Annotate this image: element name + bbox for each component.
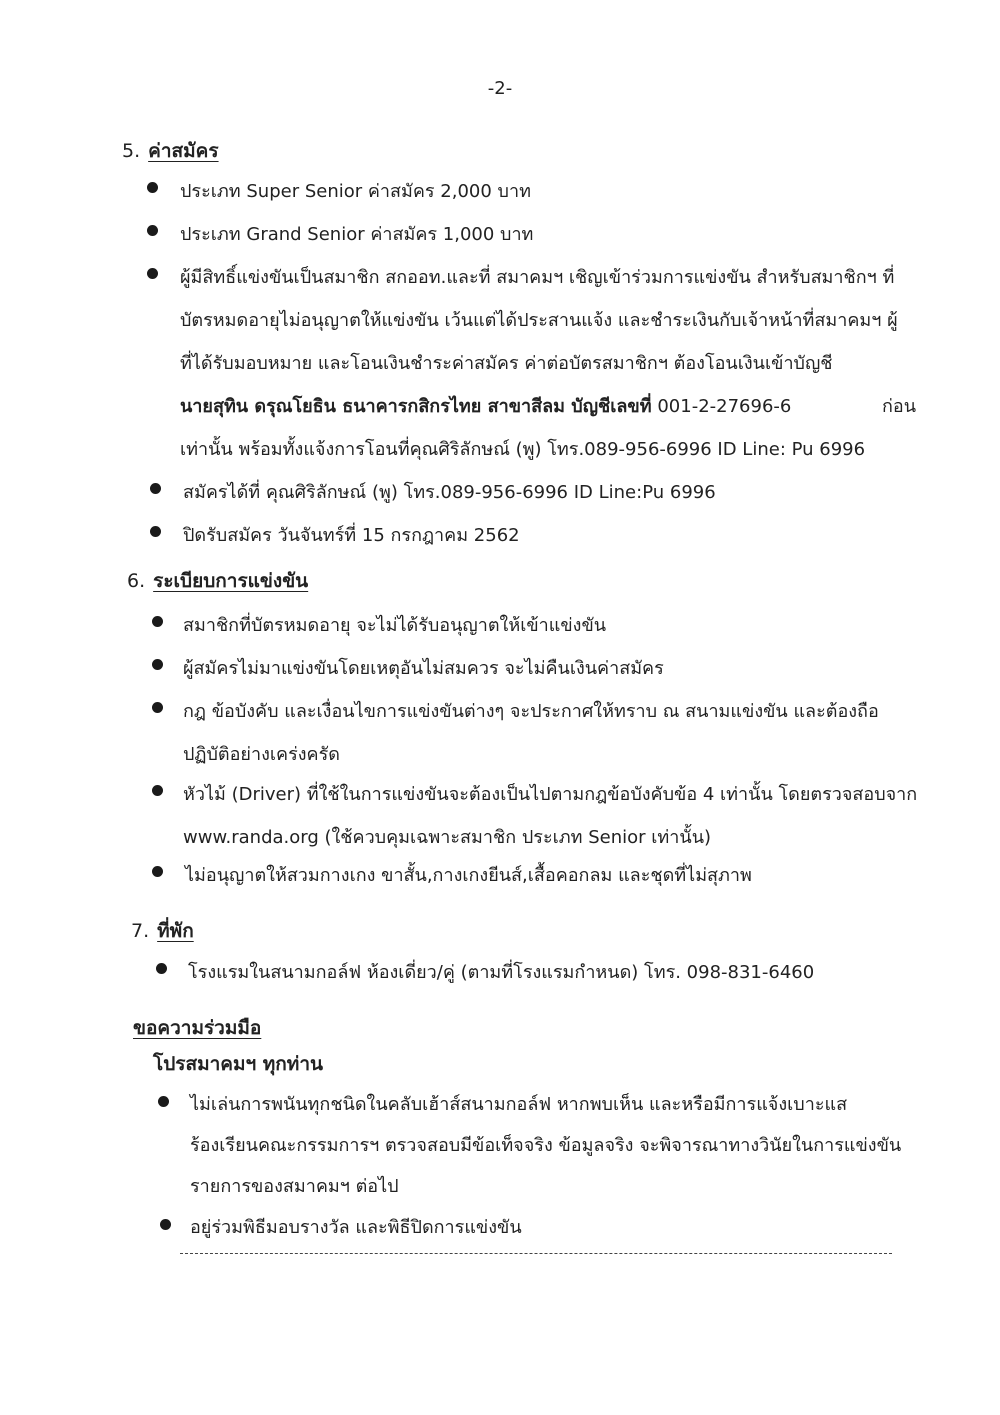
register-contact: สมัครได้ที่ คุณศิริลักษณ์ (พู) โทร.089-956-6996 ID Line:Pu 6996 xyxy=(183,482,716,503)
bullet-icon xyxy=(156,963,167,974)
bank-account-line xyxy=(180,391,916,420)
section-7-number: 7. xyxy=(131,920,150,942)
rule-expired-card: สมาชิกที่บัตรหมดอายุ จะไม่ได้รับอนุญาตให้เข้าแข่งขัน xyxy=(183,615,607,636)
bullet-icon xyxy=(152,616,163,627)
no-gambling-line-2: ร้องเรียนคณะกรรมการฯ ตรวจสอบมีข้อเท็จจริง ข้อมูลจริง จะพิจารณาทางวินัยในการแข่งขัน xyxy=(190,1135,902,1156)
eligibility-line-2: บัตรหมดอายุไม่อนุญาตให้แข่งขัน เว้นแต่ได้ประสานแจ้ง และชำระเงินกับเจ้าหน้าที่สมาคมฯ ผู้ xyxy=(180,310,898,331)
section-7-heading xyxy=(131,916,194,946)
bullet-icon xyxy=(150,483,161,494)
rule-no-refund: ผู้สมัครไม่มาแข่งขันโดยเหตุอันไม่สมควร จะไม่คืนเงินค่าสมัคร xyxy=(183,658,664,679)
bullet-icon xyxy=(152,866,163,877)
section-7-title: ที่พัก xyxy=(157,920,194,942)
bank-account-number: 001-2-27696-6 xyxy=(657,396,792,417)
bullet-icon xyxy=(152,785,163,796)
section-6-number: 6. xyxy=(127,570,146,592)
accommodation-info: โรงแรมในสนามกอล์ฟ ห้องเดี่ยว/คู่ (ตามที่โรงแรมกำหนด) โทร. 098-831-6460 xyxy=(188,962,815,983)
dashed-divider xyxy=(180,1253,892,1254)
eligibility-line-1: ผู้มีสิทธิ์แข่งขันเป็นสมาชิก สกออท.และที่ สมาคมฯ เชิญเข้าร่วมการแข่งขัน สำหรับสมาชิกฯ ที่ xyxy=(180,267,895,288)
section-5-title: ค่าสมัคร xyxy=(148,140,219,162)
fee-grand-senior: ประเภท Grand Senior ค่าสมัคร 1,000 บาท xyxy=(180,224,534,245)
bullet-icon xyxy=(147,268,158,279)
no-gambling-line-3: รายการของสมาคมฯ ต่อไป xyxy=(190,1176,399,1197)
bullet-icon xyxy=(152,702,163,713)
cooperation-subtitle: โปรสมาคมฯ ทุกท่าน xyxy=(153,1053,323,1075)
rule-regulations-line-1: กฎ ข้อบังคับ และเงื่อนไขการแข่งขันต่างๆ จะประกาศให้ทราบ ณ สนามแข่งขัน และต้องถือ xyxy=(183,701,879,722)
bullet-icon xyxy=(150,526,161,537)
cooperation-title: ขอความร่วมมือ xyxy=(133,1017,262,1039)
section-6-heading xyxy=(127,566,308,596)
bullet-icon xyxy=(147,225,158,236)
attend-ceremony: อยู่ร่วมพิธีมอบรางวัล และพิธีปิดการแข่งขัน xyxy=(190,1217,522,1238)
no-gambling-line-1: ไม่เล่นการพนันทุกชนิดในคลับเฮ้าส์สนามกอล์ฟ หากพบเห็น และหรือมีการแจ้งเบาะแส xyxy=(190,1094,848,1115)
section-5-number: 5. xyxy=(122,140,141,162)
bullet-icon xyxy=(152,659,163,670)
section-6-title: ระเบียบการแข่งขัน xyxy=(153,570,309,592)
rule-dress-code: ไม่อนุญาตให้สวมกางเกง ขาสั้น,กางเกงยีนส์,เสื้อคอกลม และชุดที่ไม่สุภาพ xyxy=(185,865,752,886)
rule-regulations-line-2: ปฏิบัติอย่างเคร่งครัด xyxy=(183,744,340,765)
section-5-heading xyxy=(122,136,219,166)
eligibility-line-3: ที่ได้รับมอบหมาย และโอนเงินชำระค่าสมัคร ค่าต่อบัตรสมาชิกฯ ต้องโอนเงินเข้าบัญชี xyxy=(180,353,833,374)
page-number: -2- xyxy=(487,78,513,99)
fee-super-senior: ประเภท Super Senior ค่าสมัคร 2,000 บาท xyxy=(180,181,531,202)
bank-account-tail: ก่อน xyxy=(881,396,916,417)
bullet-icon xyxy=(160,1219,171,1230)
bullet-icon xyxy=(158,1096,169,1107)
bank-account-name: นายสุทิน ดรุณโยธิน ธนาคารกสิกรไทย สาขาสีลม บัญชีเลขที่ xyxy=(180,396,652,417)
eligibility-line-5: เท่านั้น พร้อมทั้งแจ้งการโอนที่คุณศิริลักษณ์ (พู) โทร.089-956-6996 ID Line: Pu 6996 xyxy=(180,439,866,460)
registration-deadline: ปิดรับสมัคร วันจันทร์ที่ 15 กรกฎาคม 2562 xyxy=(183,525,520,546)
rule-driver-line-2: www.randa.org (ใช้ควบคุมเฉพาะสมาชิก ประเภท Senior เท่านั้น) xyxy=(183,827,712,848)
bullet-icon xyxy=(147,182,158,193)
rule-driver-line-1: หัวไม้ (Driver) ที่ใช้ในการแข่งขันจะต้องเป็นไปตามกฎข้อบังคับข้อ 4 เท่านั้น โดยตรวจสอบจาก xyxy=(183,784,918,805)
